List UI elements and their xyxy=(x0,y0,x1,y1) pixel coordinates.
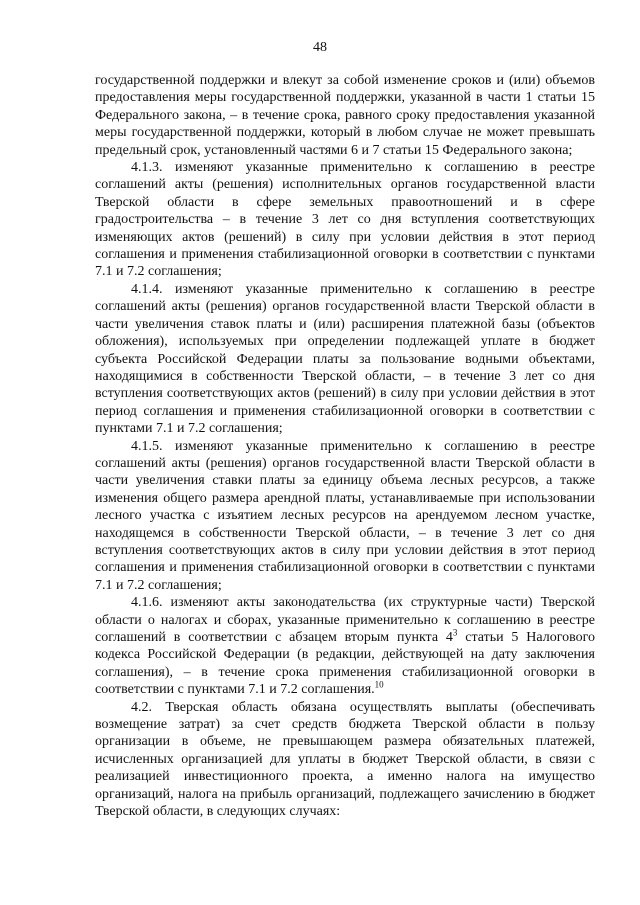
page-number: 48 xyxy=(313,40,327,55)
paragraph-4-2 xyxy=(95,699,595,821)
paragraph-4-1-3 xyxy=(95,159,595,281)
paragraph-4-1-5 xyxy=(95,438,595,595)
paragraph-text: 4.1.6. изменяют акты законодательства (их структурные части) Тверской области о налогах и сборах, указанные применительно к соглашению в реестре соглашений в соответствии с абзацем вторым пункта 4 xyxy=(95,595,595,645)
paragraph-text: 4.1.3. изменяют указанные применительно к соглашению в реестре соглашений акты (решения) исполнительных органов государственной власти Тверской области в сфере земельных правоотношений и в сфере градостроительства – в течение 3 лет со дня вступления соответствующих изменяющих актов (решений) в силу при условии действия в этот период соглашения и применения стабилизационной оговорки в соответствии с пунктами 7.1 и 7.2 соглашения; xyxy=(95,160,595,280)
paragraph-text: 4.1.5. изменяют указанные применительно к соглашению в реестре соглашений акты (решения) органов государственной власти Тверской области в части увеличения ставки платы за единицу объема лесных ресурсов, а также изменения общего размера арендной платы, устанавливаемые при использовании лесного участка с изъятием лесных ресурсов на арендуемом лесном участке, находящемся в собственности Тверской области, – в течение 3 лет со дня вступления соответствующих актов в силу при условии действия в этот период соглашения и применения стабилизационной оговорки в соответствии с пунктами 7.1 и 7.2 соглашения; xyxy=(95,438,595,593)
superscript-index: 3 xyxy=(452,627,458,638)
paragraph-text: статьи 5 Налогового кодекса Российской Федерации (в редакции, действующей на дату заключения соглашения), – в течение срока применения стабилизационной оговорки в соответствии с пунктами 7.1 и 7.2 соглашения. xyxy=(95,630,595,698)
paragraph-text: государственной поддержки и влекут за собой изменение сроков и (или) объемов предоставления меры государственной поддержки, указанной в части 1 статьи 15 Федерального закона, – в течение срока, равного сроку предоставления указанной меры государственной поддержки, который в любом случае не может превышать предельный срок, установленный частями 6 и 7 статьи 15 Федерального закона; xyxy=(95,73,595,158)
paragraph-4-1-4 xyxy=(95,281,595,438)
paragraph-text: 4.1.4. изменяют указанные применительно к соглашению в реестре соглашений акты (решения) органов государственной власти Тверской области в части увеличения ставок платы и (или) расширения платежной базы (объектов обложения), используемых при определении подлежащей уплате в бюджет субъекта Российской Федерации платы за пользование водными объектами, находящимися в собственности Тверской области, – в течение 3 лет со дня вступления соответствующих актов (решений) в силу при условии действия в этот период соглашения и применения стабилизационной оговорки в соответствии с пунктами 7.1 и 7.2 соглашения; xyxy=(95,281,595,437)
paragraph-text: 4.2. Тверская область обязана осуществлять выплаты (обеспечивать возмещение затрат) за счет средств бюджета Тверской области в пользу организации в объеме, не превышающем размера обязательных платежей, исчисленных организацией для уплаты в бюджет Тверской области, в связи с реализацией инвестиционного проекта, а именно налога на имущество организаций, налога на прибыль организаций, подлежащего зачислению в бюджет Тверской области, в следующих случаях: xyxy=(95,699,595,820)
paragraph-4-1-6 xyxy=(95,594,595,698)
paragraph-continuation xyxy=(95,72,595,159)
footnote-reference[interactable]: 10 xyxy=(374,679,384,690)
document-body xyxy=(95,72,595,820)
